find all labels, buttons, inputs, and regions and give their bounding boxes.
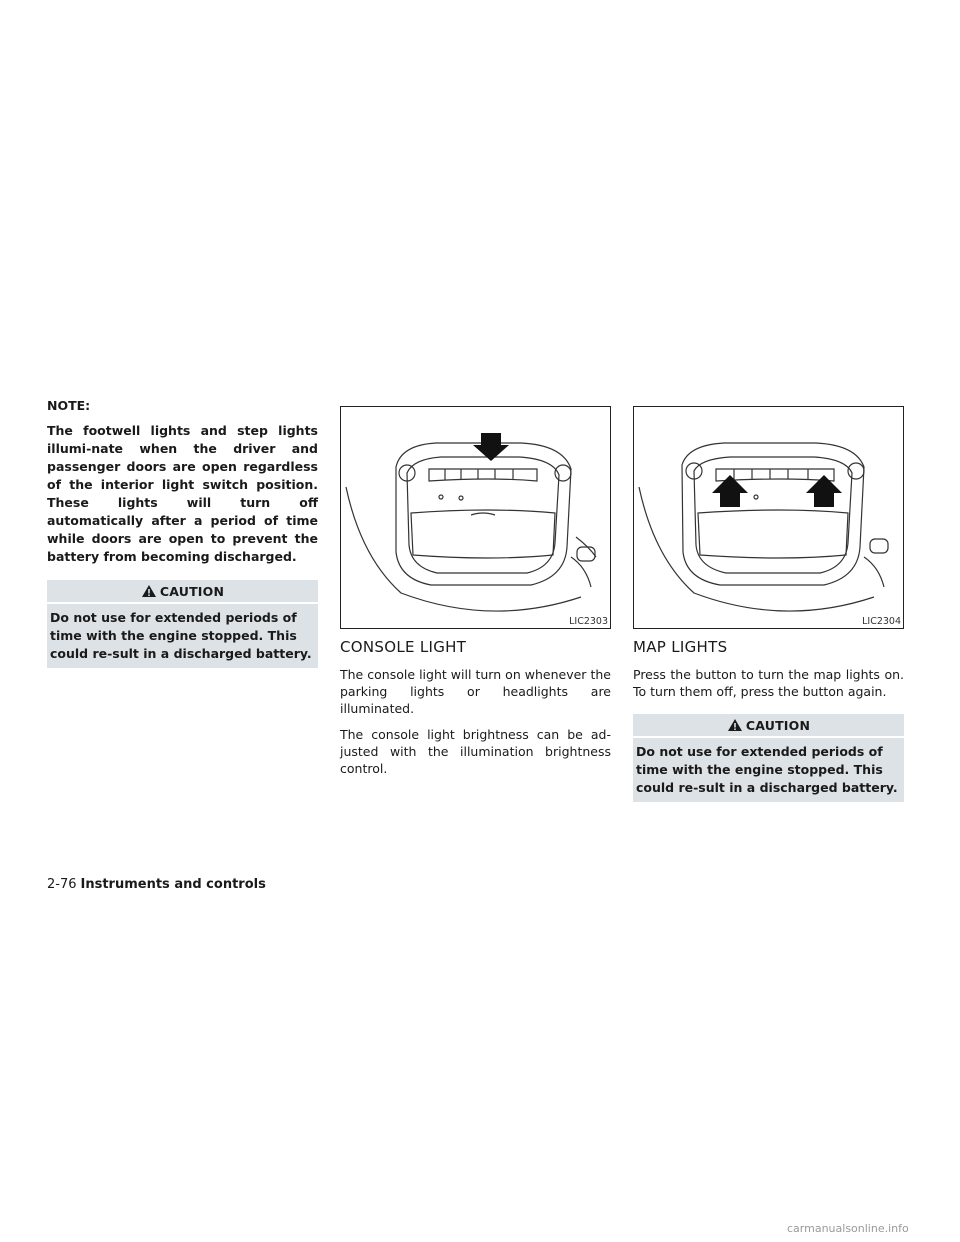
caution-text: Do not use for extended periods of time with the engine stopped. This could re-sult in a discharged battery. xyxy=(636,744,898,795)
caution-text: Do not use for extended periods of time with the engine stopped. This could re-sult in a discharged battery. xyxy=(50,610,312,661)
overhead-console-illustration xyxy=(634,407,903,628)
caution-box xyxy=(47,580,318,668)
map-lights-title: MAP LIGHTS xyxy=(633,638,728,656)
console-light-column xyxy=(340,406,611,786)
note-text: The footwell lights and step lights illumi-nate when the driver and passenger doors are open regardless of the interior light switch position. These lights will turn off automatically after a period of time while doors are open to prevent the battery from becoming discharged. xyxy=(47,423,318,564)
caution-box xyxy=(633,714,904,802)
overhead-console-illustration xyxy=(341,407,610,628)
page-footer xyxy=(47,877,266,892)
map-lights-column xyxy=(633,406,904,802)
caution-label: CAUTION xyxy=(745,717,811,733)
map-lights-figure xyxy=(633,406,904,629)
watermark: carmanualsonline.info xyxy=(787,1222,909,1235)
caution-label: CAUTION xyxy=(159,583,225,599)
page-number: 2-76 xyxy=(47,877,77,892)
console-light-paragraph-1: The console light will turn on whenever the parking lights or headlights are illuminated. xyxy=(340,667,611,716)
console-light-figure xyxy=(340,406,611,629)
warning-icon xyxy=(141,584,157,598)
note-label: NOTE: xyxy=(47,398,91,413)
warning-icon xyxy=(727,718,743,732)
footer-section-title: Instruments and controls xyxy=(80,877,266,892)
figure-code: LIC2303 xyxy=(569,616,608,627)
figure-code: LIC2304 xyxy=(862,616,901,627)
left-column xyxy=(47,398,318,668)
map-lights-paragraph: Press the button to turn the map lights on. To turn them off, press the button again. xyxy=(633,667,904,699)
caution-header xyxy=(633,714,904,736)
caution-header xyxy=(47,580,318,602)
console-light-paragraph-2: The console light brightness can be ad-justed with the illumination brightness control. xyxy=(340,727,611,776)
console-light-title: CONSOLE LIGHT xyxy=(340,638,467,656)
